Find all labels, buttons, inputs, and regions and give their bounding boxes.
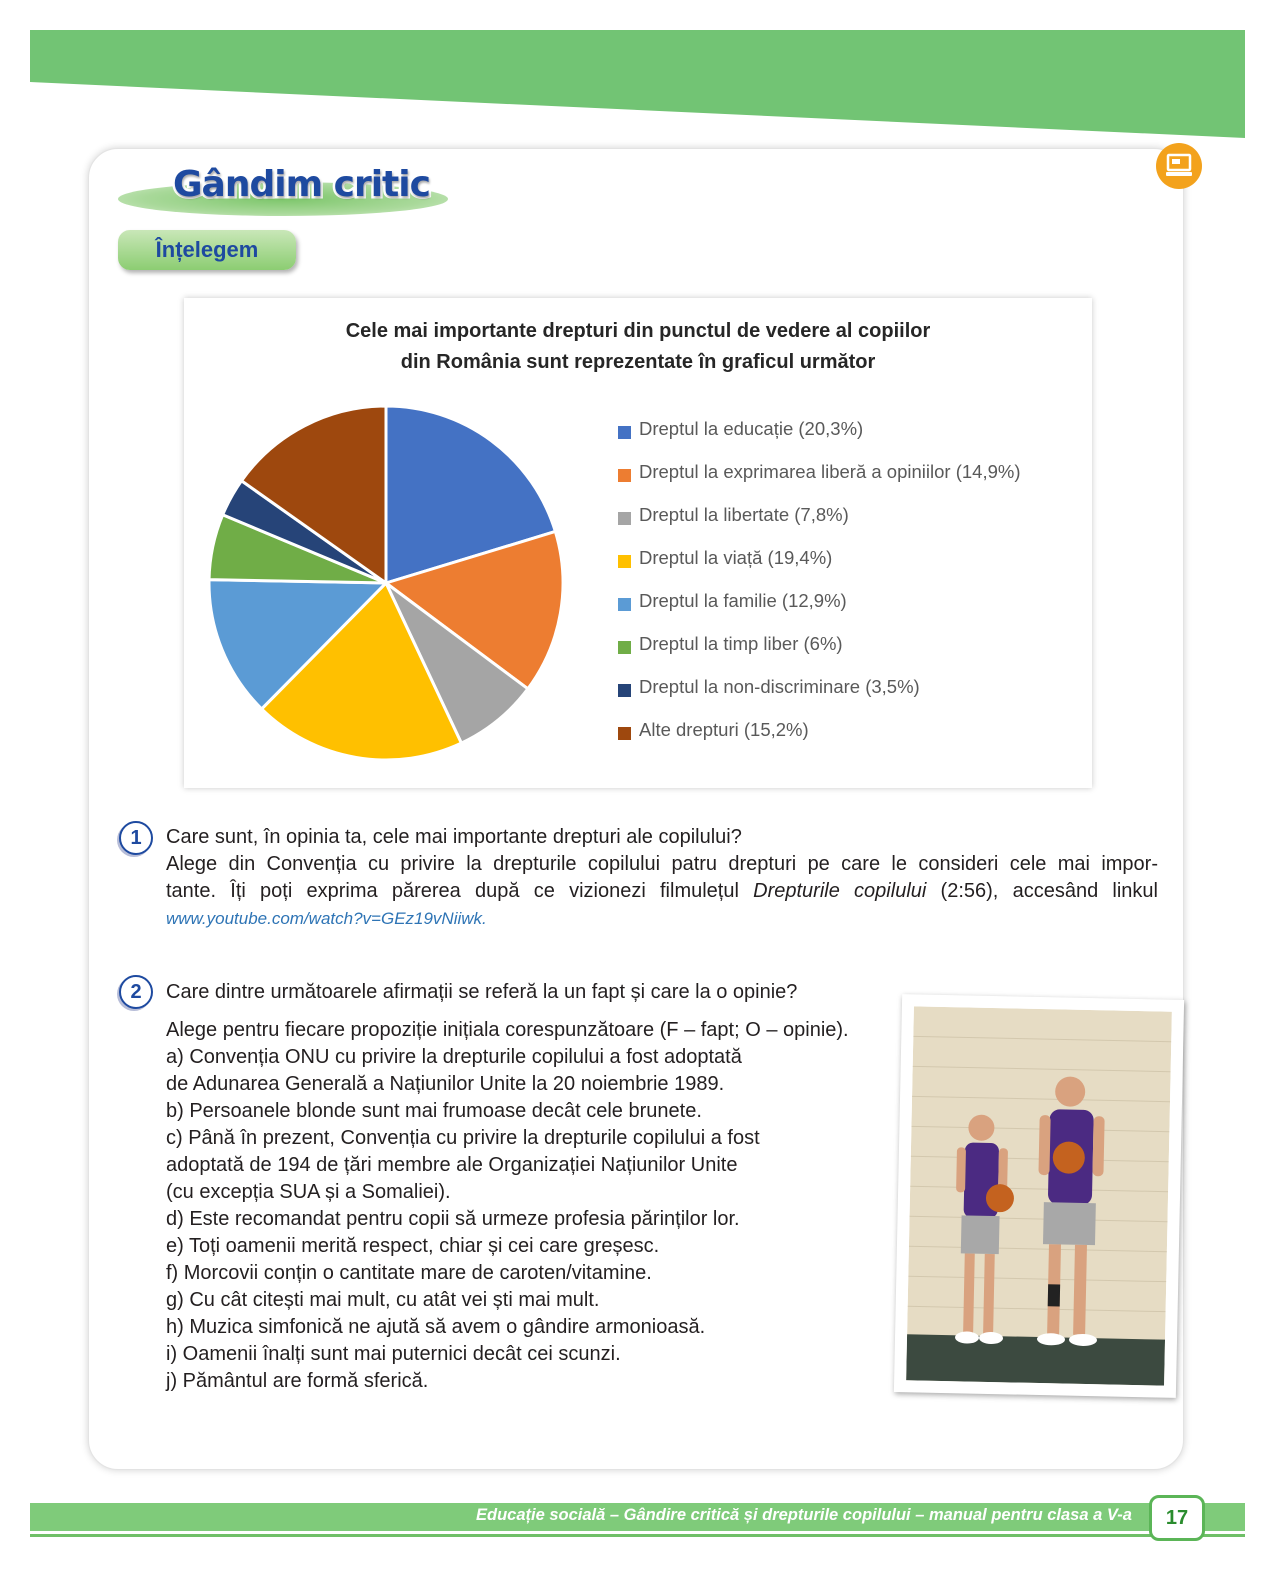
question-1-line3-before: tante. Îți poți exprima părerea după ce vizionezi filmulețul (166, 880, 754, 902)
statement-c-1: c) Până în prezent, Convenția cu privire la drepturile copilului a fost (166, 1127, 760, 1149)
legend-swatch (618, 426, 631, 439)
pie-chart (184, 298, 1092, 788)
statement-b: b) Persoanele blonde sunt mai frumoase decât cele brunete. (166, 1100, 702, 1122)
question-1-prompt: Care sunt, în opinia ta, cele mai importante drepturi ale copilului? (166, 826, 742, 848)
section-title (118, 160, 448, 220)
legend-swatch (618, 598, 631, 611)
chart-title-line2: din România sunt reprezentate în graficul următor (400, 351, 876, 373)
video-title: Drepturile copilului (753, 880, 927, 902)
statement-j: j) Pământul are formă sferică. (166, 1370, 429, 1392)
legend-label: Alte drepturi (15,2%) (639, 719, 809, 740)
footer-line (30, 1534, 1245, 1537)
legend-label: Dreptul la timp liber (6%) (639, 633, 843, 654)
question-2-number: 2 (119, 975, 153, 1009)
statement-c-3: (cu excepția SUA și a Somaliei). (166, 1181, 451, 1203)
legend-swatch (618, 555, 631, 568)
pie-chart-svg (184, 298, 604, 788)
statement-a-1: a) Convenția ONU cu privire la drepturile copilului a fost adoptată (166, 1046, 742, 1068)
photo-illustration (906, 1006, 1172, 1385)
legend-label: Dreptul la viață (19,4%) (639, 547, 833, 568)
legend-label: Dreptul la exprimarea liberă a opiniilor (14,9%) (639, 461, 1021, 482)
question-1-number: 1 (119, 821, 153, 855)
subtitle-text: Înțelegem (155, 237, 259, 262)
legend-swatch (618, 641, 631, 654)
statement-i: i) Oamenii înalți sunt mai puternici decât cei scunzi. (166, 1343, 621, 1365)
question-1-line3 (166, 880, 1158, 903)
legend-label: Dreptul la educație (20,3%) (639, 418, 864, 439)
question-1-line3-after: (2:56), accesând linkul (926, 880, 1158, 902)
subtitle-tag (118, 230, 296, 270)
video-link[interactable]: www.youtube.com/watch?v=GEz19vNiiwk. (166, 909, 487, 928)
statement-d: d) Este recomandat pentru copii să urmeze profesia părinților lor. (166, 1208, 740, 1230)
legend-swatch (618, 469, 631, 482)
legend-swatch (618, 684, 631, 697)
footer-text: Educație socială – Gândire critică și drepturile copilului – manual pentru clasa a V-a (476, 1506, 1132, 1524)
statement-c-2: adoptată de 194 de țări membre ale Organizației Națiunilor Unite (166, 1154, 738, 1176)
section-title-text: Gândim critic (173, 164, 430, 205)
top-banner (0, 0, 1270, 160)
statement-a-2: de Adunarea Generală a Națiunilor Unite la 20 noiembrie 1989. (166, 1073, 725, 1095)
legend-label: Dreptul la familie (12,9%) (639, 590, 847, 611)
legend-swatch (618, 727, 631, 740)
statement-f: f) Morcovii conțin o cantitate mare de caroten/vitamine. (166, 1262, 652, 1284)
basketball-players-photo (894, 994, 1184, 1398)
statement-g: g) Cu cât citești mai mult, cu atât vei ști mai mult. (166, 1289, 600, 1311)
computer-icon[interactable] (1156, 143, 1202, 189)
statement-e: e) Toți oamenii merită respect, chiar și cei care greșesc. (166, 1235, 660, 1257)
question-1-line2: Alege din Convenția cu privire la drepturile copilului patru drepturi pe care le consideri cele mai impor- (166, 853, 1158, 875)
question-2-prompt: Care dintre următoarele afirmații se referă la un fapt și care la o opinie? (166, 981, 798, 1003)
legend-label: Dreptul la libertate (7,8%) (639, 504, 849, 525)
question-2-instruction: Alege pentru fiecare propoziție inițiala corespunzătoare (F – fapt; O – opinie). (166, 1019, 849, 1041)
statement-h: h) Muzica simfonică ne ajută să avem o gândire armonioasă. (166, 1316, 706, 1338)
legend-swatch (618, 512, 631, 525)
chart-title-line1: Cele mai importante drepturi din punctul de vedere al copiilor (345, 320, 931, 342)
legend-label: Dreptul la non-discriminare (3,5%) (639, 676, 920, 697)
page-number: 17 (1149, 1495, 1205, 1541)
